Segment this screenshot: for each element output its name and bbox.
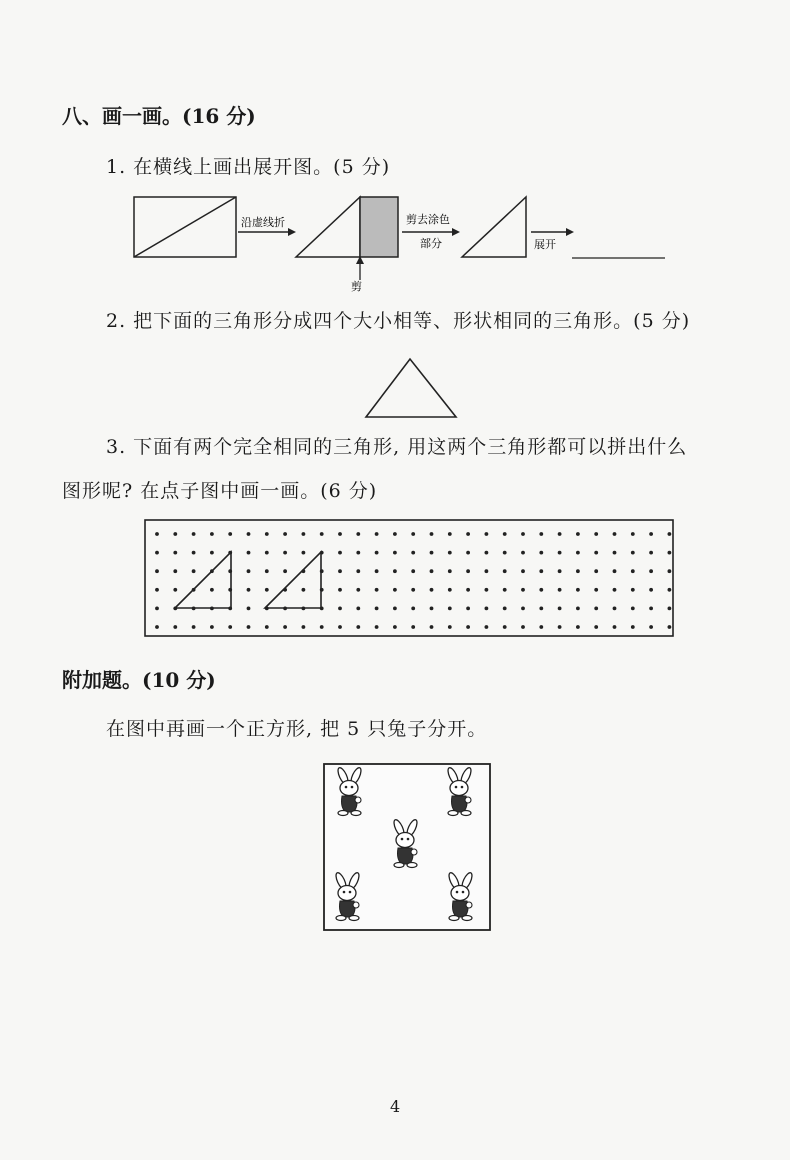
grid-dot[interactable] — [594, 588, 598, 592]
arrow-1-label: 沿虚线折 — [241, 216, 285, 229]
grid-dot[interactable] — [448, 607, 452, 611]
grid-dot[interactable] — [503, 607, 507, 611]
grid-dot[interactable] — [247, 551, 251, 555]
grid-dot[interactable] — [155, 532, 159, 536]
grid-dot[interactable] — [539, 607, 543, 611]
grid-dot[interactable] — [247, 569, 251, 573]
arrow-3-label: 展开 — [534, 238, 556, 251]
grid-dot[interactable] — [338, 551, 342, 555]
grid-dot[interactable] — [375, 588, 379, 592]
grid-dot[interactable] — [430, 588, 434, 592]
grid-dot[interactable] — [485, 569, 489, 573]
grid-dot[interactable] — [448, 551, 452, 555]
grid-dot[interactable] — [539, 625, 543, 629]
grid-dot[interactable] — [576, 551, 580, 555]
grid-dot[interactable] — [265, 625, 269, 629]
grid-dot[interactable] — [247, 532, 251, 536]
grid-dot[interactable] — [594, 569, 598, 573]
grid-dot[interactable] — [411, 625, 415, 629]
grid-dot[interactable] — [393, 569, 397, 573]
grid-dot[interactable] — [576, 625, 580, 629]
grid-dot[interactable] — [247, 588, 251, 592]
arrow-2-label-1: 剪去涂色 — [406, 213, 450, 226]
grid-dot[interactable] — [338, 532, 342, 536]
grid-dot[interactable] — [466, 569, 470, 573]
grid-dot[interactable] — [558, 607, 562, 611]
grid-dot[interactable] — [228, 532, 232, 536]
grid-dot[interactable] — [430, 551, 434, 555]
grid-dot[interactable] — [485, 607, 489, 611]
grid-dot[interactable] — [521, 551, 525, 555]
grid-dot[interactable] — [210, 532, 214, 536]
fold-diagram — [128, 192, 673, 294]
grid-dot[interactable] — [375, 532, 379, 536]
grid-dot[interactable] — [302, 625, 306, 629]
grid-dot[interactable] — [631, 607, 635, 611]
grid-dot[interactable] — [338, 569, 342, 573]
grid-dot[interactable] — [521, 569, 525, 573]
grid-dot[interactable] — [613, 569, 617, 573]
grid-dot[interactable] — [466, 551, 470, 555]
grid-dot[interactable] — [448, 532, 452, 536]
grid-dot[interactable] — [283, 569, 287, 573]
grid-dot[interactable] — [192, 551, 196, 555]
grid-dot[interactable] — [356, 625, 360, 629]
grid-dot[interactable] — [210, 588, 214, 592]
grid-dot[interactable] — [466, 625, 470, 629]
grid-dot[interactable] — [283, 532, 287, 536]
grid-triangle-1 — [175, 552, 231, 608]
rabbit-box[interactable] — [322, 762, 492, 932]
grid-dot[interactable] — [576, 607, 580, 611]
grid-dot[interactable] — [649, 588, 653, 592]
grid-dot[interactable] — [613, 588, 617, 592]
grid-dot[interactable] — [155, 569, 159, 573]
grid-dot[interactable] — [466, 588, 470, 592]
grid-dot[interactable] — [485, 532, 489, 536]
grid-dot[interactable] — [356, 607, 360, 611]
grid-dot[interactable] — [375, 569, 379, 573]
grid-dot[interactable] — [375, 607, 379, 611]
grid-dot[interactable] — [338, 625, 342, 629]
grid-dot[interactable] — [430, 569, 434, 573]
grid-dot[interactable] — [613, 532, 617, 536]
grid-dot[interactable] — [631, 551, 635, 555]
grid-dot[interactable] — [668, 588, 672, 592]
grid-dot[interactable] — [356, 569, 360, 573]
grid-dot[interactable] — [503, 551, 507, 555]
grid-dot[interactable] — [485, 551, 489, 555]
grid-dot[interactable] — [539, 551, 543, 555]
grid-dot[interactable] — [668, 625, 672, 629]
grid-dot[interactable] — [558, 625, 562, 629]
grid-dot[interactable] — [649, 569, 653, 573]
grid-dot[interactable] — [558, 532, 562, 536]
grid-dot[interactable] — [576, 532, 580, 536]
grid-dot[interactable] — [173, 625, 177, 629]
question-3-text-line-1: 3. 下面有两个完全相同的三角形, 用这两个三角形都可以拼出什么 — [106, 436, 688, 458]
extra-question-text: 在图中再画一个正方形, 把 5 只兔子分开。 — [106, 718, 488, 740]
grid-dot[interactable] — [448, 588, 452, 592]
fold-diagonal-line — [134, 197, 236, 257]
grid-dot[interactable] — [594, 532, 598, 536]
grid-dot[interactable] — [613, 625, 617, 629]
grid-dot[interactable] — [375, 551, 379, 555]
grid-dot[interactable] — [265, 551, 269, 555]
grid-dot[interactable] — [155, 588, 159, 592]
grid-dot[interactable] — [539, 569, 543, 573]
grid-dot[interactable] — [247, 625, 251, 629]
grid-dot[interactable] — [558, 551, 562, 555]
grid-dot[interactable] — [594, 551, 598, 555]
grid-dot[interactable] — [338, 588, 342, 592]
shaded-part — [360, 197, 398, 257]
grid-dot[interactable] — [173, 551, 177, 555]
grid-dot[interactable] — [247, 607, 251, 611]
grid-dot[interactable] — [594, 625, 598, 629]
question-2-text: 2. 把下面的三角形分成四个大小相等、形状相同的三角形。(5 分) — [106, 310, 691, 332]
grid-dot[interactable] — [430, 625, 434, 629]
arrow-2-label-2: 部分 — [420, 237, 442, 250]
grid-dot[interactable] — [576, 588, 580, 592]
grid-dot[interactable] — [649, 625, 653, 629]
grid-dot[interactable] — [613, 551, 617, 555]
grid-dot[interactable] — [466, 532, 470, 536]
grid-dot[interactable] — [448, 625, 452, 629]
grid-dot[interactable] — [631, 625, 635, 629]
grid-dot[interactable] — [411, 607, 415, 611]
grid-dot[interactable] — [631, 588, 635, 592]
grid-dot[interactable] — [356, 532, 360, 536]
grid-dot[interactable] — [283, 551, 287, 555]
grid-dot[interactable] — [411, 588, 415, 592]
extra-title: 附加题。(10 分) — [62, 668, 216, 692]
question-1-text: 1. 在横线上画出展开图。(5 分) — [106, 156, 391, 178]
grid-dot[interactable] — [302, 532, 306, 536]
grid-dot[interactable] — [265, 569, 269, 573]
grid-dot[interactable] — [448, 569, 452, 573]
grid-dot[interactable] — [503, 625, 507, 629]
grid-dot[interactable] — [668, 551, 672, 555]
grid-dot[interactable] — [411, 532, 415, 536]
grid-dot[interactable] — [393, 588, 397, 592]
grid-dot[interactable] — [356, 551, 360, 555]
grid-dot[interactable] — [668, 569, 672, 573]
grid-dot[interactable] — [393, 532, 397, 536]
grid-dot[interactable] — [430, 607, 434, 611]
triangle-figure[interactable] — [360, 355, 462, 421]
grid-dot[interactable] — [631, 532, 635, 536]
grid-dot[interactable] — [503, 532, 507, 536]
grid-dot[interactable] — [594, 607, 598, 611]
grid-dot[interactable] — [668, 532, 672, 536]
grid-dot[interactable] — [192, 569, 196, 573]
grid-dot[interactable] — [649, 607, 653, 611]
grid-dot[interactable] — [539, 532, 543, 536]
grid-dot[interactable] — [155, 607, 159, 611]
grid-dot[interactable] — [521, 625, 525, 629]
grid-dot[interactable] — [302, 551, 306, 555]
grid-dot[interactable] — [173, 588, 177, 592]
equilateral-triangle — [366, 359, 456, 417]
grid-dot[interactable] — [503, 569, 507, 573]
dot-grid[interactable] — [143, 518, 677, 640]
grid-dot[interactable] — [302, 588, 306, 592]
grid-dot[interactable] — [155, 551, 159, 555]
grid-dot[interactable] — [411, 551, 415, 555]
grid-dot[interactable] — [613, 607, 617, 611]
grid-dot[interactable] — [265, 532, 269, 536]
grid-dot[interactable] — [631, 569, 635, 573]
grid-dot[interactable] — [430, 532, 434, 536]
grid-dot[interactable] — [375, 625, 379, 629]
grid-dot[interactable] — [173, 569, 177, 573]
grid-dot[interactable] — [192, 532, 196, 536]
grid-dot[interactable] — [393, 551, 397, 555]
grid-dot[interactable] — [649, 551, 653, 555]
grid-dot[interactable] — [173, 532, 177, 536]
grid-dot[interactable] — [576, 569, 580, 573]
grid-dot[interactable] — [338, 607, 342, 611]
grid-dot[interactable] — [228, 625, 232, 629]
grid-dot[interactable] — [521, 607, 525, 611]
grid-dot[interactable] — [668, 607, 672, 611]
grid-dot[interactable] — [320, 625, 324, 629]
question-3-text-line-2: 图形呢? 在点子图中画一画。(6 分) — [62, 480, 378, 502]
cut-label: 剪 — [351, 280, 362, 293]
grid-dot[interactable] — [521, 588, 525, 592]
grid-dot[interactable] — [466, 607, 470, 611]
grid-dot[interactable] — [393, 625, 397, 629]
grid-dot[interactable] — [393, 607, 397, 611]
grid-dot[interactable] — [265, 588, 269, 592]
grid-dot[interactable] — [649, 532, 653, 536]
grid-dot[interactable] — [558, 569, 562, 573]
page-number: 4 — [390, 1097, 401, 1116]
grid-dot[interactable] — [210, 625, 214, 629]
grid-dot[interactable] — [503, 588, 507, 592]
grid-triangle-2 — [265, 552, 321, 608]
grid-dot[interactable] — [155, 625, 159, 629]
grid-dot[interactable] — [558, 588, 562, 592]
grid-dot[interactable] — [356, 588, 360, 592]
grid-dot[interactable] — [320, 532, 324, 536]
grid-dot[interactable] — [210, 551, 214, 555]
grid-dot[interactable] — [521, 532, 525, 536]
cut-triangle — [462, 197, 526, 257]
grid-dot[interactable] — [485, 588, 489, 592]
grid-dot[interactable] — [283, 625, 287, 629]
folded-triangle — [296, 197, 360, 257]
grid-dot[interactable] — [192, 625, 196, 629]
dot-grid-frame — [145, 520, 673, 636]
section-title: 八、画一画。(16 分) — [62, 104, 256, 128]
grid-dot[interactable] — [411, 569, 415, 573]
grid-dot[interactable] — [485, 625, 489, 629]
grid-dot[interactable] — [539, 588, 543, 592]
